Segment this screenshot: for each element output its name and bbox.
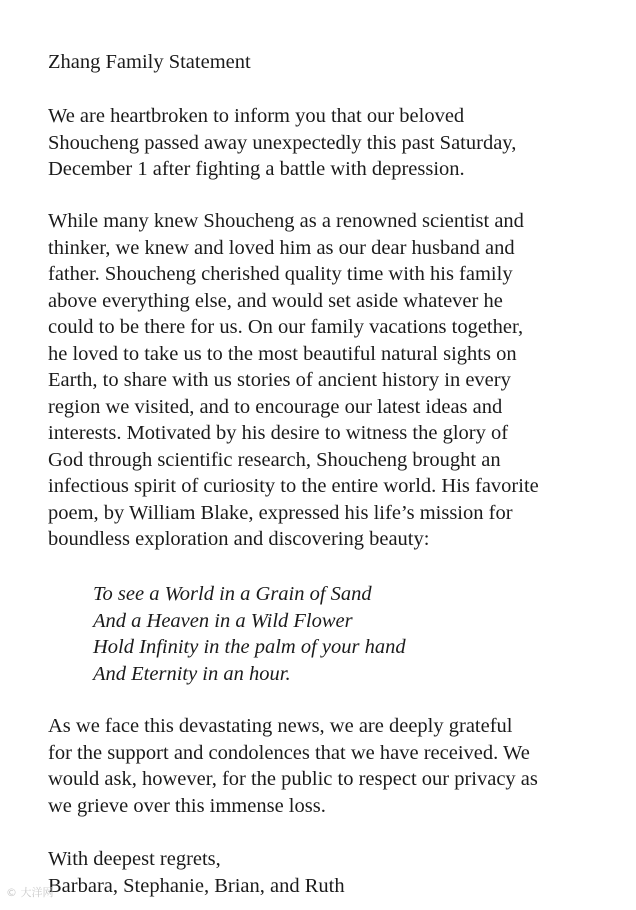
text-line: father. Shoucheng cherished quality time with his family <box>48 263 513 285</box>
text-line: could to be there for us. On our family vacations together, <box>48 316 524 338</box>
text-line: boundless exploration and discovering beauty: <box>48 528 430 550</box>
text-line: region we visited, and to encourage our latest ideas and <box>48 395 503 418</box>
text-line: interests. Motivated by his desire to witness the glory of <box>48 422 509 444</box>
statement-title: Zhang Family Statement <box>48 51 251 73</box>
text-line: God through scientific research, Shoucheng brought an <box>48 448 501 471</box>
text-line: above everything else, and would set aside whatever he <box>48 289 503 312</box>
text-line: for the support and condolences that we have received. We <box>48 741 530 764</box>
poem-line: To see a World in a Grain of Sand <box>93 583 372 605</box>
text-line: Shoucheng passed away unexpectedly this past Saturday, <box>48 131 517 154</box>
signatories: Barbara, Stephanie, Brian, and Ruth <box>48 874 345 897</box>
closing-salutation: With deepest regrets, <box>48 848 221 870</box>
text-line: As we face this devastating news, we are deeply grateful <box>48 715 513 737</box>
text-line: We are heartbroken to inform you that our beloved <box>48 105 465 127</box>
poem-quote <box>93 581 636 687</box>
poem-line: And a Heaven in a Wild Flower <box>93 609 353 632</box>
paragraph-tribute <box>48 208 608 553</box>
closing-block <box>48 846 608 899</box>
text-line: we grieve over this immense loss. <box>48 794 326 817</box>
watermark: © 大洋网 <box>6 886 54 899</box>
text-line: thinker, we knew and loved him as our dear husband and <box>48 236 515 259</box>
poem-line: Hold Infinity in the palm of your hand <box>93 636 406 658</box>
text-line: Earth, to share with us stories of ancient history in every <box>48 369 511 391</box>
paragraph-announcement <box>48 103 608 183</box>
text-line: December 1 after fighting a battle with depression. <box>48 158 465 180</box>
poem-line: And Eternity in an hour. <box>93 662 291 685</box>
text-line: he loved to take us to the most beautiful natural sights on <box>48 342 517 365</box>
text-line: would ask, however, for the public to respect our privacy as <box>48 768 538 790</box>
text-line: infectious spirit of curiosity to the entire world. His favorite <box>48 475 539 497</box>
text-line: poem, by William Blake, expressed his life’s mission for <box>48 501 513 524</box>
text-line: While many knew Shoucheng as a renowned scientist and <box>48 210 524 232</box>
paragraph-privacy-request <box>48 713 608 819</box>
